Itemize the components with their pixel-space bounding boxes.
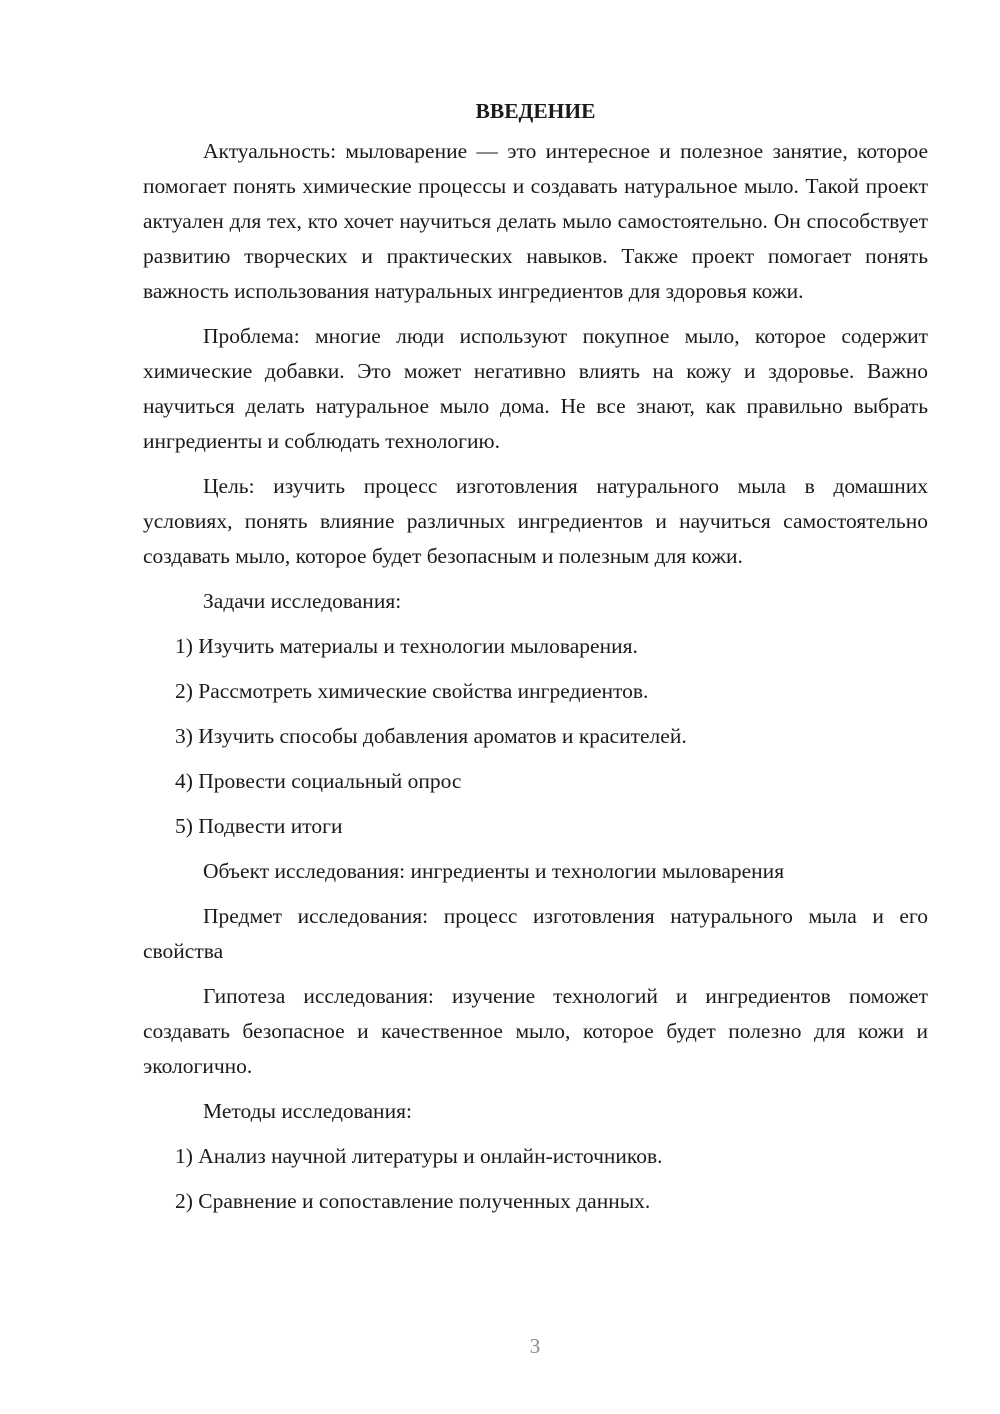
document-page bbox=[143, 92, 928, 1229]
tasks-list bbox=[143, 629, 928, 844]
list-item: 2) Сравнение и сопоставление полученных данных. bbox=[175, 1189, 651, 1213]
list-item: 4) Провести социальный опрос bbox=[175, 769, 462, 793]
subject-paragraph: Предмет исследования: процесс изготовления натурального мыла и его свойства bbox=[143, 904, 928, 963]
object-paragraph: Объект исследования: ингредиенты и технологии мыловарения bbox=[203, 859, 785, 883]
tasks-heading: Задачи исследования: bbox=[203, 589, 402, 613]
hypothesis-paragraph: Гипотеза исследования: изучение технологий и ингредиентов поможет создавать безопасное и качественное мыло, которое будет полезно для кожи и экологично. bbox=[143, 984, 928, 1078]
methods-list bbox=[143, 1139, 928, 1219]
page-title: ВВЕДЕНИЕ bbox=[475, 99, 596, 123]
list-item: 5) Подвести итоги bbox=[175, 814, 343, 838]
list-item: 3) Изучить способы добавления ароматов и красителей. bbox=[175, 724, 687, 748]
methods-heading: Методы исследования: bbox=[203, 1099, 412, 1123]
goal-paragraph: Цель: изучить процесс изготовления натурального мыла в домашних условиях, понять влияние различных ингредиентов и научиться самостоятельно создавать мыло, которое будет безопасным и полезным для кожи. bbox=[143, 474, 928, 568]
page-number: 3 bbox=[529, 1334, 541, 1358]
list-item: 2) Рассмотреть химические свойства ингредиентов. bbox=[175, 679, 649, 703]
problem-paragraph: Проблема: многие люди используют покупное мыло, которое содержит химические добавки. Это может негативно влиять на кожу и здоровье. Важно научиться делать натуральное мыло дома. Не все знают, как правильно выбрать ингредиенты и соблюдать технологию. bbox=[143, 324, 928, 453]
relevance-paragraph: Актуальность: мыловарение — это интересное и полезное занятие, которое помогает понять химические процессы и создавать натуральное мыло. Такой проект актуален для тех, кто хочет научиться делать мыло самостоятельно. Он способствует развитию творческих и практических навыков. Также проект помогает понять важность использования натуральных ингредиентов для здоровья кожи. bbox=[143, 139, 928, 303]
list-item: 1) Анализ научной литературы и онлайн-источников. bbox=[175, 1144, 663, 1168]
list-item: 1) Изучить материалы и технологии мыловарения. bbox=[175, 634, 638, 658]
